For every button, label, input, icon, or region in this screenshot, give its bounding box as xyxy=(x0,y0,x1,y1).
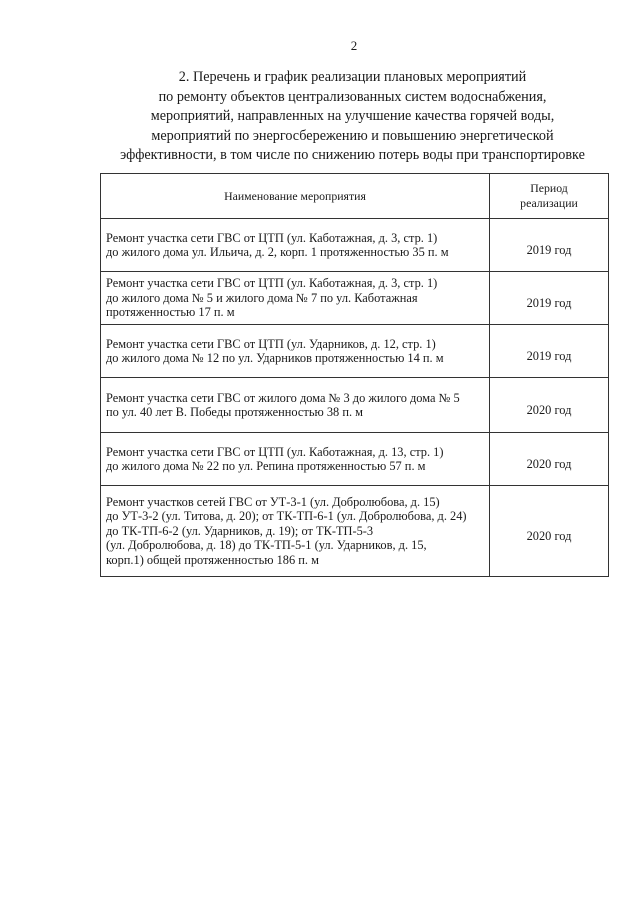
heading-line: по ремонту объектов централизованных систем водоснабжения, xyxy=(158,88,547,105)
measure-line: до ТК-ТП-6-2 (ул. Ударников, д. 19); от ТК-ТП-5-3 xyxy=(106,523,374,538)
measure-line: Ремонт участка сети ГВС от ЦТП (ул. Каботажная, д. 3, стр. 1) xyxy=(106,230,438,245)
period-cell: 2019 год xyxy=(490,325,609,378)
heading-line: 2. Перечень и график реализации плановых мероприятий xyxy=(178,69,527,85)
measure-name-cell xyxy=(101,486,490,577)
table-row xyxy=(101,433,609,486)
measure-line: по ул. 40 лет В. Победы протяженностью 38 п. м xyxy=(106,405,363,419)
period-cell: 2020 год xyxy=(490,433,609,486)
period-cell: 2020 год xyxy=(490,486,609,577)
measure-name-cell xyxy=(101,219,490,272)
section-heading xyxy=(95,68,610,166)
header-measure-name: Наименование мероприятия xyxy=(101,174,490,219)
measure-line: протяженностью 17 п. м xyxy=(106,305,235,320)
measure-line: до жилого дома № 5 и жилого дома № 7 по ул. Каботажная xyxy=(106,290,418,305)
page-number: 2 xyxy=(350,38,358,53)
measure-line: до жилого дома ул. Ильича, д. 2, корп. 1 протяженностью 35 п. м xyxy=(106,245,449,259)
measure-name-cell xyxy=(101,433,490,486)
period-cell: 2020 год xyxy=(490,378,609,433)
measure-line: Ремонт участка сети ГВС от ЦТП (ул. Ударников, д. 12, стр. 1) xyxy=(106,336,436,351)
measure-line: (ул. Добролюбова, д. 18) до ТК-ТП-5-1 (ул. Ударников, д. 15, xyxy=(106,538,427,553)
header-period-line: Период xyxy=(530,181,568,195)
table-row xyxy=(101,325,609,378)
measure-line: Ремонт участка сети ГВС от жилого дома № 3 до жилого дома № 5 xyxy=(106,390,460,405)
measure-name-cell xyxy=(101,325,490,378)
header-period-line: реализации xyxy=(520,196,578,210)
measure-name-cell xyxy=(101,272,490,325)
measure-line: до жилого дома № 22 по ул. Репина протяженностью 57 п. м xyxy=(106,459,426,473)
measure-line: Ремонт участков сетей ГВС от УТ-3-1 (ул. Добролюбова, д. 15) xyxy=(106,494,440,509)
table-header-row xyxy=(101,174,609,219)
measure-line: Ремонт участка сети ГВС от ЦТП (ул. Каботажная, д. 13, стр. 1) xyxy=(106,444,444,459)
measure-line: до УТ-3-2 (ул. Титова, д. 20); от ТК-ТП-6-1 (ул. Добролюбова, д. 24) xyxy=(106,509,467,524)
heading-line: эффективности, в том числе по снижению потерь воды при транспортировке xyxy=(120,147,585,163)
table-row xyxy=(101,272,609,325)
measures-table xyxy=(100,173,609,577)
table-row xyxy=(101,378,609,433)
measure-line: до жилого дома № 12 по ул. Ударников протяженностью 14 п. м xyxy=(106,351,444,365)
table-row xyxy=(101,486,609,577)
table-row xyxy=(101,219,609,272)
measure-line: корп.1) общей протяженностью 186 п. м xyxy=(106,552,319,567)
heading-line: мероприятий, направленных на улучшение качества горячей воды, xyxy=(150,108,555,124)
period-cell: 2019 год xyxy=(490,219,609,272)
heading-line: мероприятий по энергосбережению и повышению энергетической xyxy=(151,127,554,144)
measure-line: Ремонт участка сети ГВС от ЦТП (ул. Каботажная, д. 3, стр. 1) xyxy=(106,276,438,291)
period-cell: 2019 год xyxy=(490,272,609,325)
measure-name-cell xyxy=(101,378,490,433)
header-period xyxy=(490,174,609,219)
